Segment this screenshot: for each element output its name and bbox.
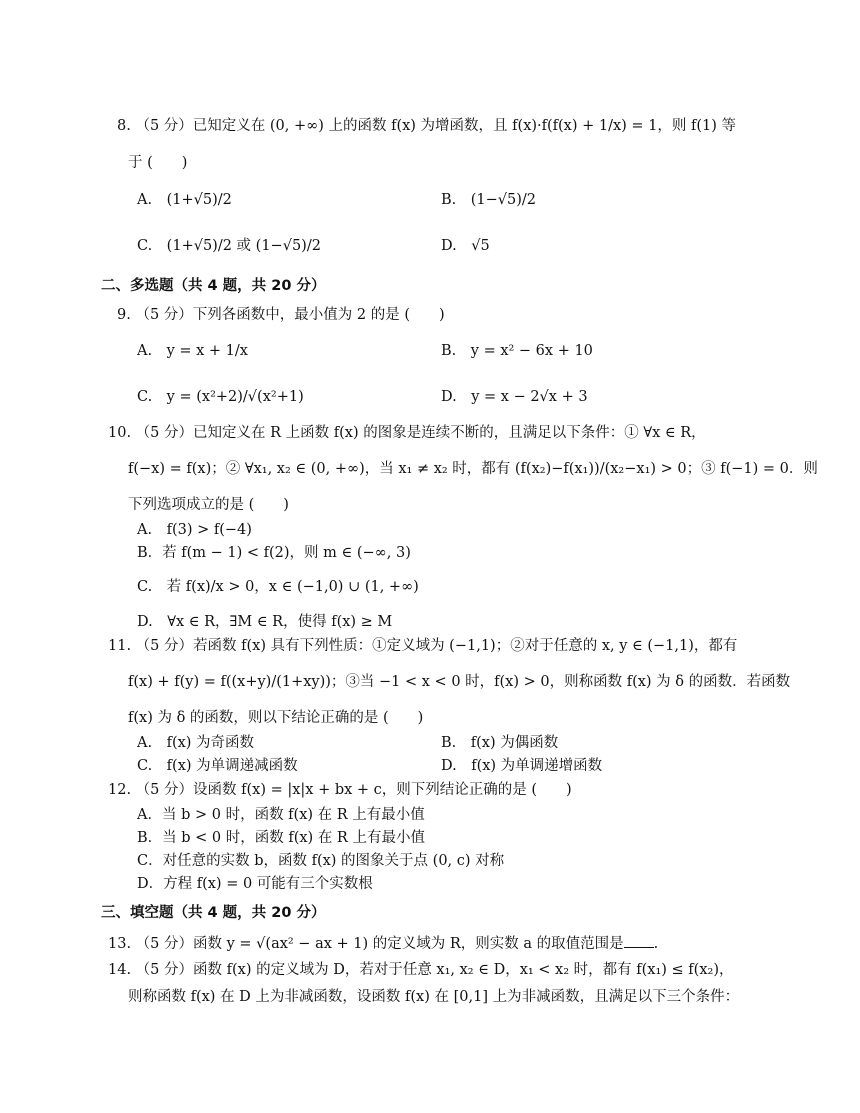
q12-option-b: B．当 b < 0 时，函数 f(x) 在 R 上有最小值 xyxy=(137,830,425,846)
q9-option-a: A. y = x + 1/x xyxy=(137,343,248,359)
q12-option-d: D．方程 f(x) = 0 可能有三个实数根 xyxy=(137,876,373,892)
section-heading-fill-in-blank: 三、填空题（共 4 题，共 20 分） xyxy=(101,905,326,921)
q12-option-c: C．对任意的实数 b，函数 f(x) 的图象关于点 (0, c) 对称 xyxy=(137,853,505,869)
q11-line3: f(x) 为 δ 的函数，则以下结论正确的是 ( ) xyxy=(128,710,424,726)
q11-option-d: D. f(x) 为单调递增函数 xyxy=(441,758,603,774)
q9-option-b: B. y = x² − 6x + 10 xyxy=(441,343,593,359)
q9-line1: 9. （5 分）下列各函数中，最小值为 2 的是 ( ) xyxy=(117,307,445,323)
q13-text: 13. （5 分）函数 y = √(ax² − ax + 1) 的定义域为 R，则实数 a 的取值范围是 xyxy=(108,936,624,952)
q12-line1: 12. （5 分）设函数 f(x) = |x|x + bx + c，则下列结论正确的是 ( ) xyxy=(108,782,572,798)
q11-line1: 11. （5 分）若函数 f(x) 具有下列性质：①定义域为 (−1,1)；②对于任意的 x, y ∈ (−1,1)，都有 xyxy=(108,638,738,654)
q8-line1: 8. （5 分）已知定义在 (0, +∞) 上的函数 f(x) 为增函数，且 f(x)·f(f(x) + 1/x) = 1，则 f(1) 等 xyxy=(117,118,737,134)
q14-line2: 则称函数 f(x) 在 D 上为非减函数，设函数 f(x) 在 [0,1] 上为非减函数，且满足以下三个条件： xyxy=(128,989,740,1005)
q11-option-b: B. f(x) 为偶函数 xyxy=(441,735,559,751)
q8-option-a: A. (1+√5)/2 xyxy=(137,192,232,208)
q10-option-d: D. ∀x ∈ R，∃M ∈ R，使得 f(x) ≥ M xyxy=(137,614,393,630)
q10-line2: f(−x) = f(x)；② ∀x₁, x₂ ∈ (0, +∞)，当 x₁ ≠ x₂ 时，都有 (f(x₂)−f(x₁))/(x₂−x₁) > 0；③ f(−1) = 0．则 xyxy=(128,461,818,477)
q10-line1: 10. （5 分）已知定义在 R 上函数 f(x) 的图象是连续不断的，且满足以下条件：① ∀x ∈ R， xyxy=(108,425,706,441)
q10-option-a: A. f(3) > f(−4) xyxy=(137,522,252,538)
q9-option-c: C. y = (x²+2)/√(x²+1) xyxy=(137,389,304,405)
q12-option-a: A．当 b > 0 时，函数 f(x) 在 R 上有最小值 xyxy=(137,807,425,823)
q13-line1 xyxy=(108,933,658,954)
q8-option-c: C. (1+√5)/2 或 (1−√5)/2 xyxy=(137,238,321,254)
q8-line2: 于 ( ) xyxy=(128,155,188,171)
q11-option-c: C. f(x) 为单调递减函数 xyxy=(137,758,298,774)
q11-line2: f(x) + f(y) = f((x+y)/(1+xy))；③当 −1 < x < 0 时，f(x) > 0，则称函数 f(x) 为 δ 的函数．若函数 xyxy=(128,674,791,690)
q13-end: . xyxy=(653,936,659,952)
q8-option-d: D. √5 xyxy=(441,238,490,254)
q10-option-c: C. 若 f(x)/x > 0，x ∈ (−1,0) ∪ (1, +∞) xyxy=(137,579,419,595)
q10-option-b: B．若 f(m − 1) < f(2)，则 m ∈ (−∞, 3) xyxy=(137,545,411,561)
q10-line3: 下列选项成立的是 ( ) xyxy=(128,497,289,513)
q8-option-b: B. (1−√5)/2 xyxy=(441,192,537,208)
q14-line1: 14. （5 分）函数 f(x) 的定义域为 D，若对于任意 x₁, x₂ ∈ D，x₁ < x₂ 时，都有 f(x₁) ≤ f(x₂)， xyxy=(108,962,734,978)
q9-option-d: D. y = x − 2√x + 3 xyxy=(441,389,588,405)
q11-option-a: A. f(x) 为奇函数 xyxy=(137,735,255,751)
section-heading-multiple-choice: 二、多选题（共 4 题，共 20 分） xyxy=(101,278,326,294)
answer-blank[interactable] xyxy=(624,933,654,948)
